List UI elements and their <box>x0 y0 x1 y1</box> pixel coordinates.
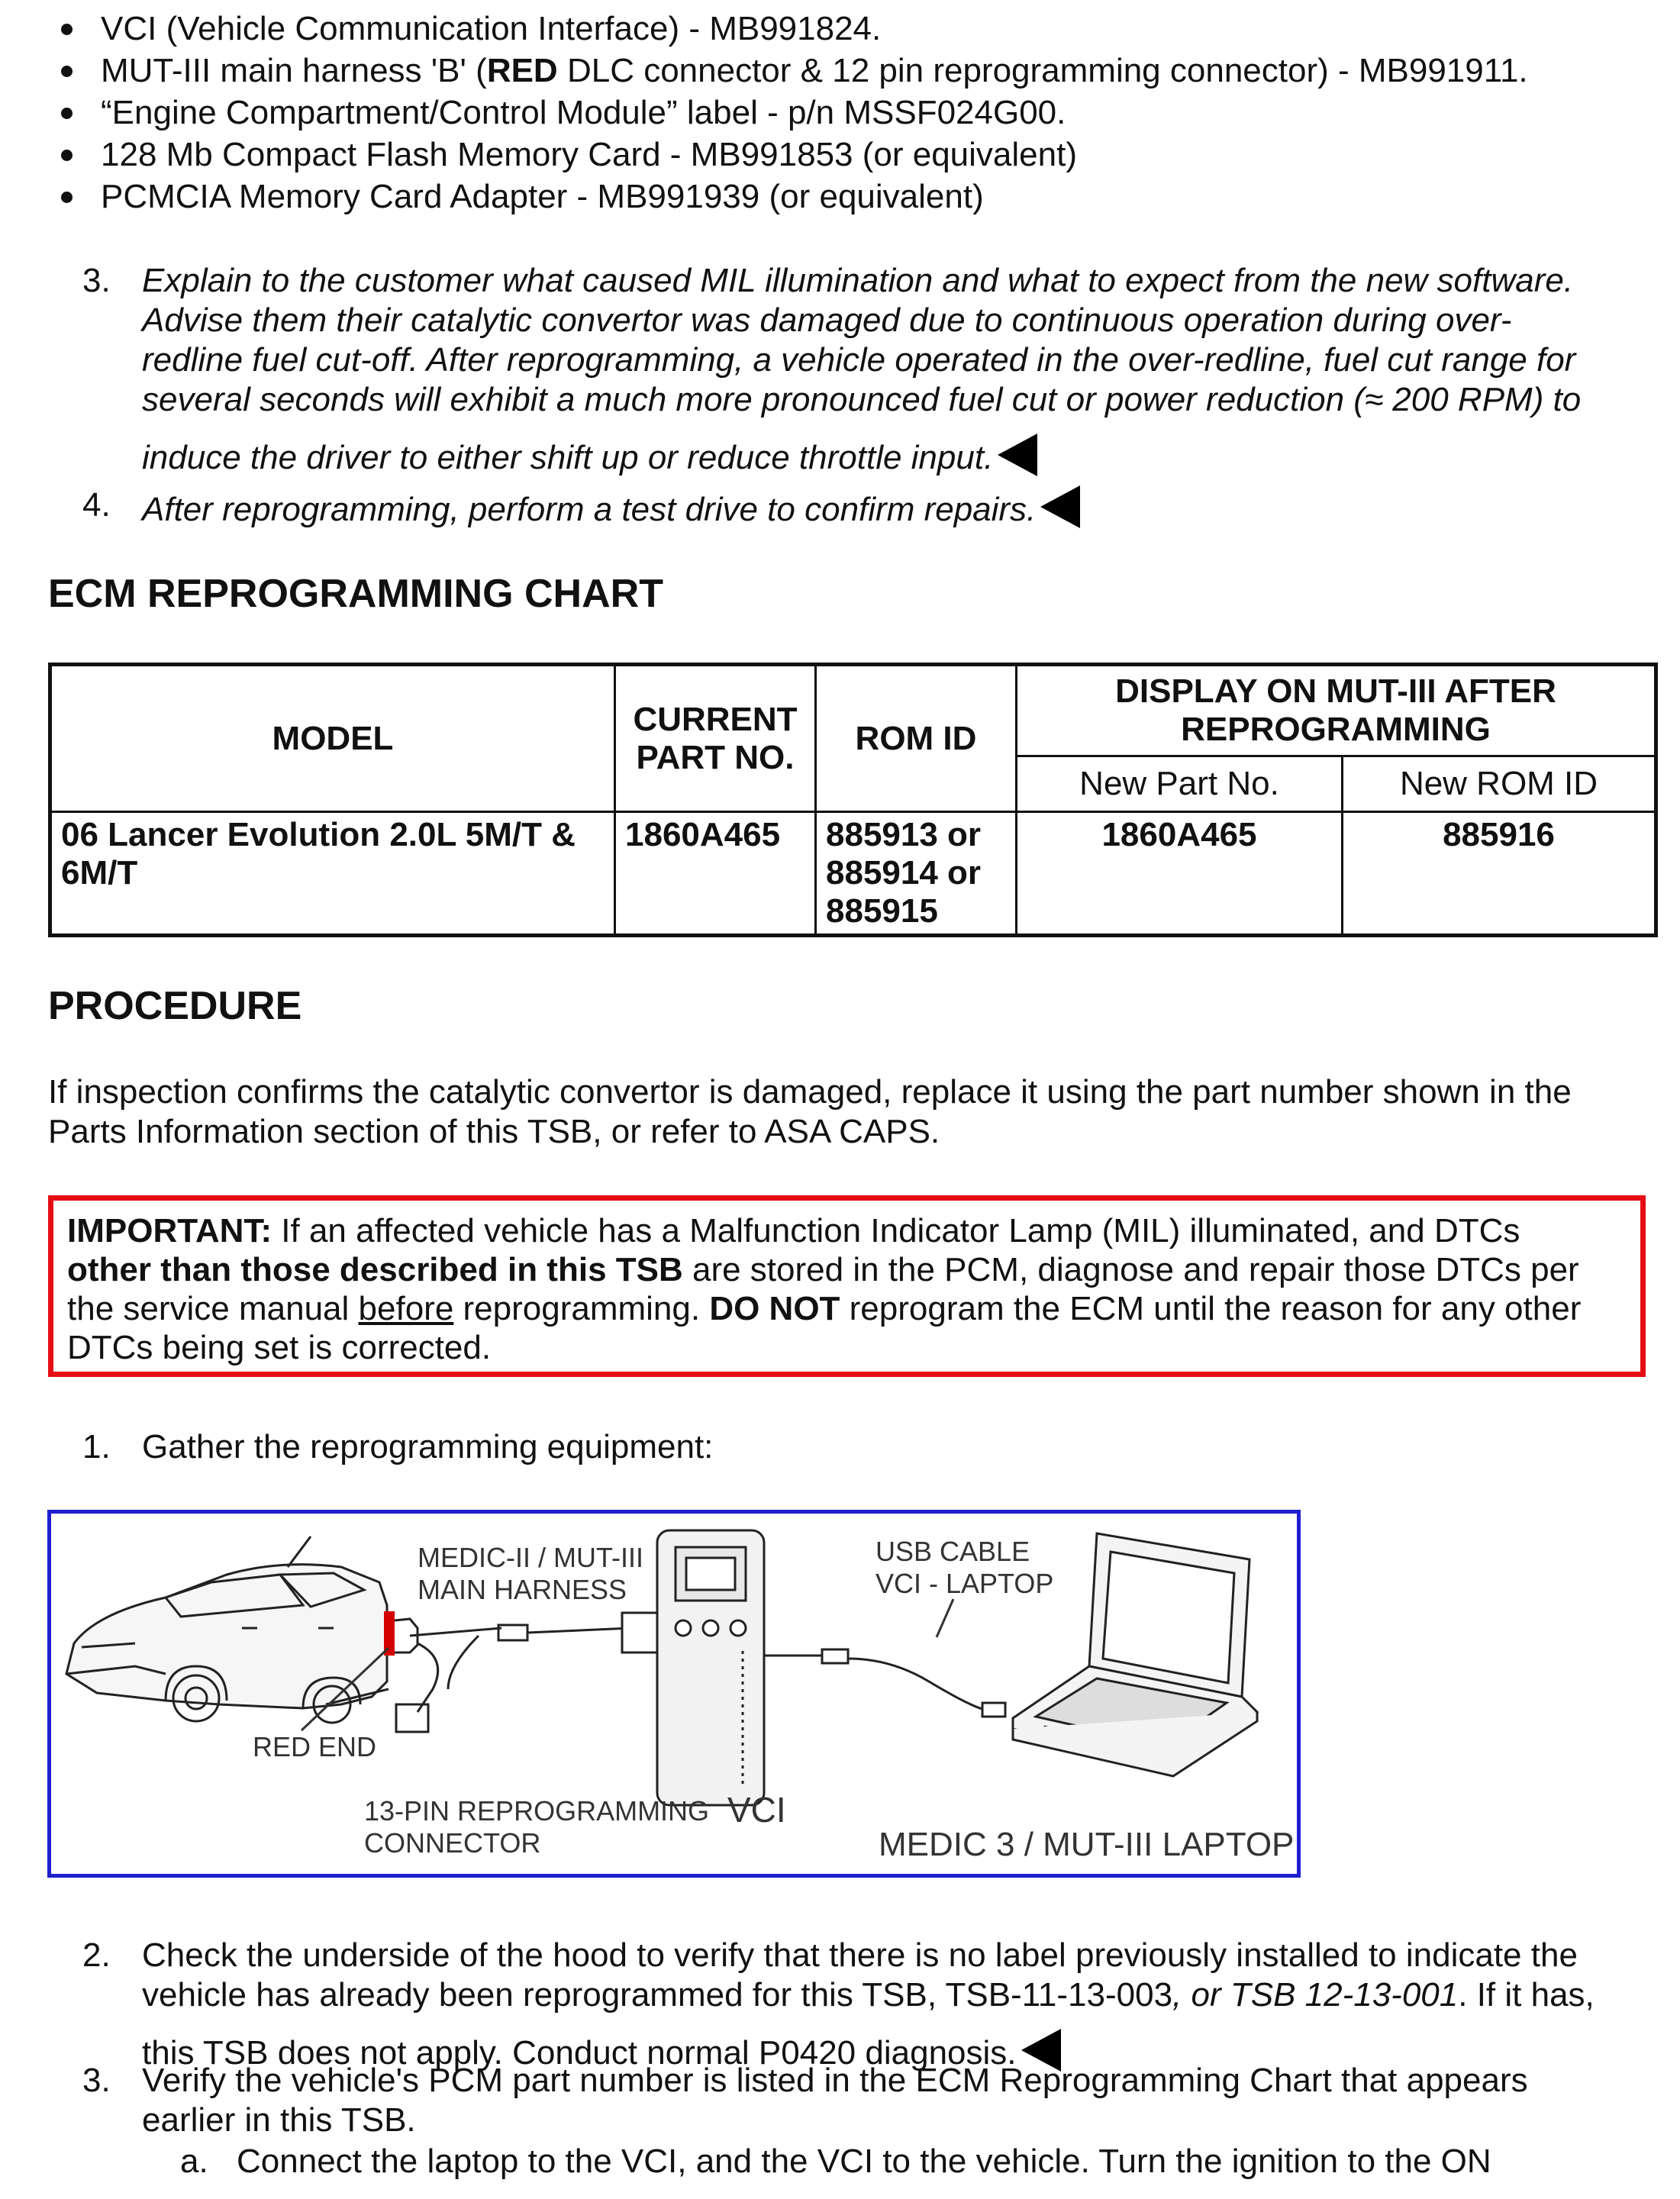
step-line-text: vehicle has already been reprogrammed for this TSB, TSB-11-13-003 <box>142 1976 1173 2014</box>
bullet-dot <box>61 150 73 161</box>
proc-step-2-text <box>142 1936 1653 2073</box>
label-usb-1: USB CABLE <box>875 1536 1030 1567</box>
header-display <box>1017 665 1656 756</box>
label-13pin-2: CONNECTOR <box>364 1827 541 1859</box>
usb-label-pointer <box>937 1599 953 1637</box>
cell-rom-id <box>816 812 1017 936</box>
step-line: redline fuel cut-off. After reprogramming, a vehicle operated in the over-redline, fuel cut range for <box>142 341 1576 379</box>
step-4-text <box>142 485 1653 530</box>
step-line-text: induce the driver to either shift up or reduce throttle input. <box>142 439 994 476</box>
notice-text: reprogram the ECM until the reason for any other <box>840 1290 1582 1327</box>
step-number: 2. <box>82 1936 111 1974</box>
header-current-part <box>615 665 816 812</box>
notice-label: IMPORTANT: <box>67 1212 272 1249</box>
notice-text: reprogramming. <box>453 1290 710 1327</box>
cell-model <box>50 812 615 936</box>
cell-line: 06 Lancer Evolution 2.0L 5M/T & <box>61 816 576 853</box>
step-number: 1. <box>82 1428 111 1465</box>
step-line: Verify the vehicle's PCM part number is listed in the ECM Reprogramming Chart that appears <box>142 2062 1528 2099</box>
proc-step-3-text <box>142 2061 1653 2140</box>
header-current-line: CURRENT <box>633 700 798 738</box>
bullet-dot <box>61 108 73 119</box>
step-line <box>142 1975 1653 2015</box>
step-line: Advise them their catalytic convertor was damaged due to continuous operation during over- <box>142 301 1512 339</box>
bullet-text: “Engine Compartment/Control Module” label - p/n MSSF024G00. <box>101 94 1066 131</box>
header-model: MODEL <box>50 665 615 812</box>
procedure-line: If inspection confirms the catalytic convertor is damaged, replace it using the part number shown in the <box>48 1073 1572 1111</box>
cell-line: 885914 or <box>826 854 982 892</box>
notice-line: DTCs being set is corrected. <box>67 1329 492 1366</box>
cell-line: 6M/T <box>61 854 138 892</box>
step-line <box>142 434 1653 478</box>
bullet-text: DLC connector & 12 pin reprogramming connector) - MB991911. <box>557 52 1528 89</box>
bullet-dot <box>61 192 73 203</box>
bullet-text: PCMCIA Memory Card Adapter - MB991939 (or equivalent) <box>101 178 984 215</box>
label-harness-1: MEDIC-II / MUT-III <box>418 1542 643 1573</box>
substep-letter: a. <box>180 2143 208 2180</box>
harness-label <box>418 1542 643 1605</box>
notice-bold: DO NOT <box>709 1290 840 1327</box>
step-3-text <box>142 261 1653 478</box>
red-end-connector <box>384 1611 395 1656</box>
bullet-text: MUT-III main harness 'B' ( <box>101 52 487 89</box>
label-13pin-1: 13-PIN REPROGRAMMING <box>364 1795 710 1827</box>
header-new-rom: New ROM ID <box>1343 756 1656 812</box>
bullet-item <box>101 51 1627 91</box>
bullet-dot <box>61 24 73 35</box>
bullet-item <box>101 93 1627 133</box>
bullet-item <box>101 177 1627 217</box>
notice-underline: before <box>358 1290 454 1327</box>
header-display-line: REPROGRAMMING <box>1181 711 1491 748</box>
bullet-text: VCI (Vehicle Communication Interface) - MB991824. <box>101 10 882 47</box>
usb-cable <box>764 1649 1005 1717</box>
revision-arrow-icon <box>998 434 1037 476</box>
vci-device <box>657 1530 764 1805</box>
step-line-text: After reprogramming, perform a test drive to confirm repairs. <box>142 491 1037 528</box>
ecm-reprogramming-table <box>48 663 1658 937</box>
step-number: 3. <box>82 262 111 299</box>
bullet-item <box>101 9 1627 49</box>
procedure-heading: PROCEDURE <box>48 984 302 1028</box>
notice-line <box>67 1211 1627 1250</box>
vci-connector <box>622 1613 657 1652</box>
notice-text: the service manual <box>67 1290 359 1327</box>
bullet-text: 128 Mb Compact Flash Memory Card - MB991853 (or equivalent) <box>101 136 1077 173</box>
revision-arrow-icon <box>1040 485 1080 528</box>
step-line-text: . If it has, <box>1458 1976 1595 2014</box>
step-number: 4. <box>82 486 111 524</box>
label-vci: VCI <box>727 1790 786 1830</box>
chart-heading: ECM REPROGRAMMING CHART <box>48 572 663 616</box>
notice-line <box>67 1250 1627 1289</box>
table-row <box>50 812 1656 936</box>
bullet-item <box>101 135 1627 175</box>
label-laptop: MEDIC 3 / MUT-III LAPTOP <box>879 1826 1295 1863</box>
cell-new-rom: 885916 <box>1343 812 1656 936</box>
step-line-italic: , or TSB 12-13-001 <box>1172 1976 1459 2014</box>
procedure-line: Parts Information section of this TSB, or refer to ASA CAPS. <box>48 1113 940 1150</box>
step-line: Explain to the customer what caused MIL illumination and what to expect from the new software. <box>142 262 1574 299</box>
proc-step-1-text: Gather the reprogramming equipment: <box>142 1428 714 1465</box>
label-usb-2: VCI - LAPTOP <box>875 1568 1054 1599</box>
equipment-illustration <box>51 1514 1297 1874</box>
cell-new-part: 1860A465 <box>1017 812 1343 936</box>
header-new-part: New Part No. <box>1017 756 1343 812</box>
label-red-end: RED END <box>253 1731 377 1762</box>
important-notice <box>48 1195 1646 1377</box>
procedure-intro <box>48 1072 1651 1152</box>
cell-line: 885913 or <box>826 816 982 853</box>
step-number: 3. <box>82 2062 111 2099</box>
header-display-line: DISPLAY ON MUT-III AFTER <box>1115 672 1556 710</box>
step-line: Check the underside of the hood to verify that there is no label previously installed to indicate the <box>142 1936 1578 1974</box>
cell-line: 885915 <box>826 892 938 930</box>
bullet-dot <box>61 66 73 77</box>
header-rom-id: ROM ID <box>816 665 1017 812</box>
step-line: several seconds will exhibit a much more pronounced fuel cut or power reduction (≈ 200 RPM) to <box>142 381 1582 418</box>
equipment-diagram <box>47 1510 1301 1878</box>
header-current-line: PART NO. <box>636 738 795 776</box>
label-harness-2: MAIN HARNESS <box>418 1574 627 1605</box>
notice-text: If an affected vehicle has a Malfunction Indicator Lamp (MIL) illuminated, and DTCs <box>272 1212 1520 1249</box>
notice-text: are stored in the PCM, diagnose and repair those DTCs per <box>682 1251 1579 1288</box>
notice-line <box>67 1289 1627 1328</box>
substep-3a-text: Connect the laptop to the VCI, and the VCI to the vehicle. Turn the ignition to the ON <box>237 2143 1491 2180</box>
cell-current-part: 1860A465 <box>615 812 816 936</box>
bullet-text-bold: RED <box>486 52 558 89</box>
step-line: earlier in this TSB. <box>142 2101 416 2139</box>
step-line-text: this TSB does not apply. Conduct normal P0420 diagnosis. <box>142 2034 1017 2072</box>
notice-bold: other than those described in this TSB <box>67 1251 683 1288</box>
